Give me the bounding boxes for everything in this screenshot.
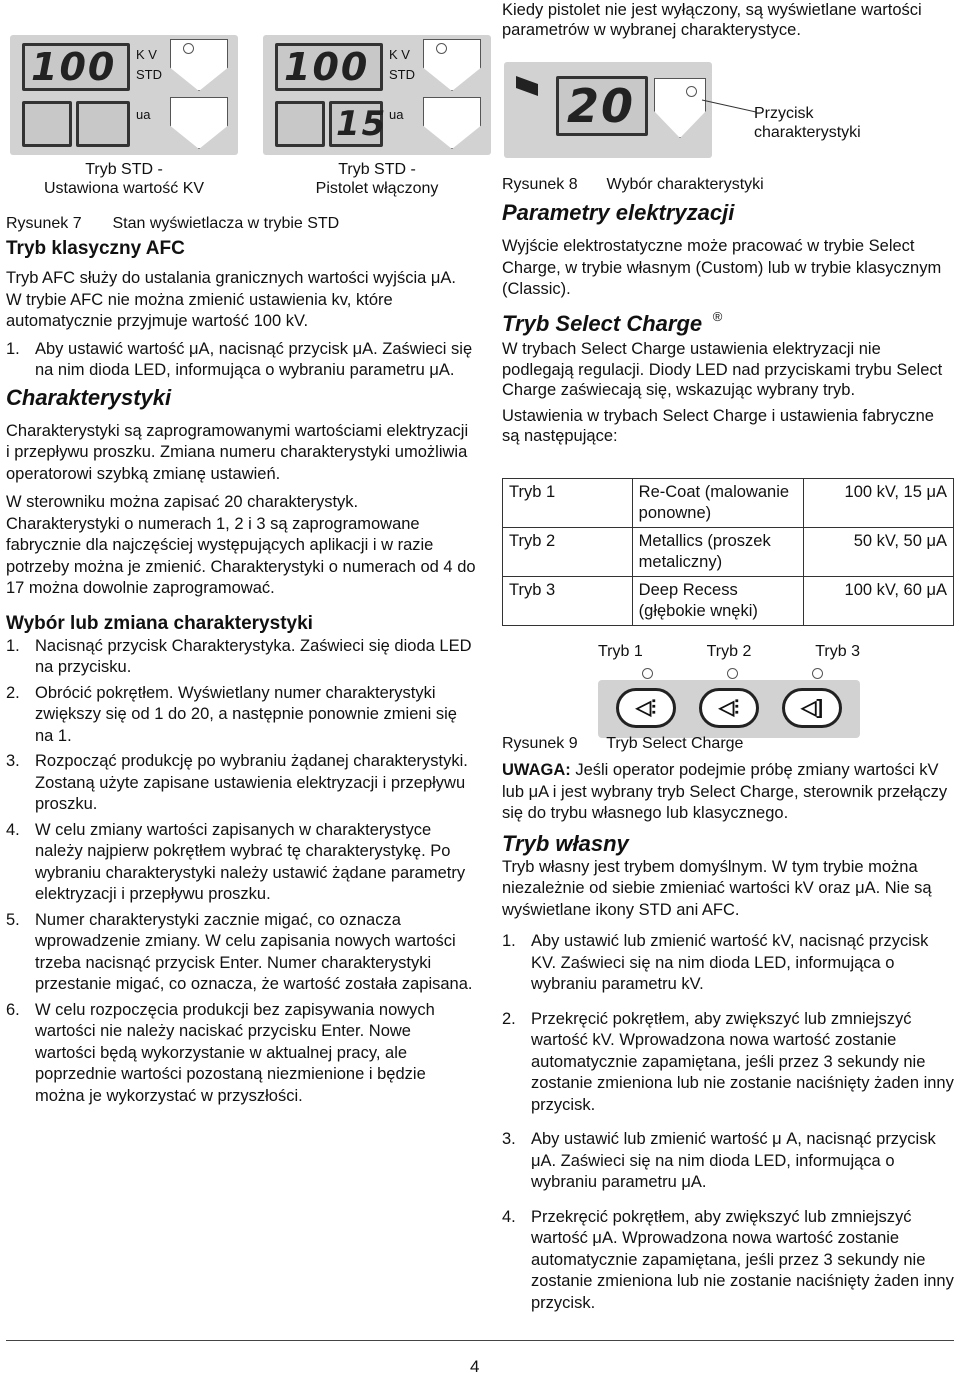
mode2-button[interactable] [699,688,759,728]
ua-digit-display-2 [76,101,130,147]
mode-value: 100 kV, 15 μA [804,479,954,528]
step-item [6,636,476,679]
mode-name: Tryb 1 [503,479,633,528]
afc-paragraph: Tryb AFC służy do ustalania granicznych wartości wyjścia μA. W trybie AFC nie można zmienić ustawienia kv, które automatycznie przyjmuje wartość 100 kV. [6,269,456,330]
display2-caption-line1: Tryb STD - [338,161,416,178]
std-label: STD [136,67,162,82]
display-panel-std-gun-on [263,35,491,155]
kv-digit-display: 100 [22,43,130,91]
right-column-bottom [502,760,954,1314]
registered-mark: ® [712,308,723,324]
top-right-note: Kiedy pistolet nie jest wyłączony, są wyświetlane wartości parametrów w wybranej charakterystyce. [502,1,922,39]
step-text: W celu rozpoczęcia produkcji bez zapisywania nowych wartości nie należy naciskać przycisku Enter. Nowe wartości będą wykorzystanie w aktualnej pracy, ale poprzednie wartości pozostaną niezmienione i będzie można je wykorzystać w przyszłości. [35,1000,435,1105]
own-mode-paragraph: Tryb własny jest trybem domyślnym. W tym trybie można niezależnie od siebie zmieniać wartości kV oraz μA. Nie są wyświetlane ikony STD ani AFC. [502,857,932,919]
ua-button[interactable] [170,97,228,149]
kv-label: K V [136,47,157,62]
step-number: 3. [6,752,20,770]
mode1-led-icon [642,668,653,679]
mode-name: Tryb 2 [503,528,633,577]
characteristic-button[interactable] [654,78,706,138]
fig9-label: Rysunek 9 [502,735,578,752]
select-change-heading: Wybór lub zmiana charakterystyki [6,612,313,634]
parameters-paragraph: Wyjście elektrostatyczne może pracować w trybie Select Charge, w trybie własnym (Custom) lub w trybie klasycznym (Classic). [502,237,942,298]
spray-gun-icon: ◁⫶ [718,697,740,719]
mode-row [503,479,954,528]
spray-gun-bracket-icon: ◁] [800,697,824,719]
display2-caption [263,160,491,198]
step-text: Nacisnąć przycisk Charakterystyka. Zaświeci się dioda LED na przycisku. [35,636,472,676]
mode3-led-icon [812,668,823,679]
fig9-mode-label: Tryb 2 [706,643,752,660]
step-text: Numer charakterystyki zacznie migać, co oznacza wprowadzenie zmiany. W celu zapisania nowych wartości trzeba nacisnąć przycisk Enter. Numer charakterystyki przestanie migać, co oznacza, że wartość została zapisana. [35,910,473,993]
step-item [6,751,476,816]
parameters-heading: Parametry elektryzacji [502,200,735,225]
display2-caption-line2: Pistolet włączony [315,180,439,197]
spray-gun-icon: ◁⫶ [635,697,657,719]
step-number: 2. [6,683,20,702]
step-item [6,1000,476,1108]
mode-value: 50 kV, 50 μA [804,528,954,577]
fig8-label: Rysunek 8 [502,176,578,193]
characteristic-button-label-line1: Przycisk [754,105,814,122]
callout-line [700,90,760,120]
own-step-item [502,1129,954,1194]
step-text: Aby ustawić lub zmienić wartość kV, nacisnąć przycisk KV. Zaświeci się na nim dioda LED, informująca o wybraniu parametru kV. [531,932,929,993]
fig9-mode-label: Tryb 3 [815,643,860,660]
step-number: 1. [502,932,516,950]
step-text: Rozpocząć produkcję po wybraniu żądanej charakterystyki. Zostaną użyte zapisane ustawienia elektryzacji i przepływu proszku. [35,752,468,813]
step-text: Aby ustawić lub zmienić wartość μ A, nacisnąć przycisk μA. Zaświeci się na nim dioda LED, informująca o wybraniu parametru μA. [531,1130,936,1191]
step-number: 1. [6,636,20,655]
step-item [6,820,476,906]
characteristic-digit-display: 20 [556,76,648,136]
ua-label: ua [136,107,151,122]
fig7-label: Rysunek 7 [6,215,82,232]
mode3-button[interactable] [782,688,842,728]
step-number: 2. [502,1009,516,1028]
kv-led-icon [436,43,447,54]
mode-description: Re-Coat (malowanie ponowne) [632,479,804,528]
characteristic-button-label [754,104,861,142]
warning-text: Jeśli operator podejmie próbę zmiany wartości kV lub μA i jest wybrany tryb Select Charge, sterownik przełączy się do trybu własnego lub klasycznego. [502,761,948,822]
characteristics-paragraph-2: W sterowniku można zapisać 20 charakterystyk. Charakterystyki o numerach 1, 2 i 3 są zaprogramowane fabrycznie dla najczęściej występujących aplikacji i w razie potrzeby można je zmienić. Charakterystyki o numerach od 4 do 17 można dowolnie zaprogramować. [6,493,476,597]
ua-label: ua [389,107,404,122]
kv-button[interactable] [423,39,481,91]
own-step-item [502,1009,954,1117]
afc-step [6,339,476,382]
ua-digit-display-2: 15 [329,101,383,147]
afc-step-text: Aby ustawić wartość μA, nacisnąć przycisk μA. Zaświeci się na nim dioda LED, informująca o wybraniu parametru μA. [35,339,473,379]
step-text: Przekręcić pokrętłem, aby zwiększyć lub zmniejszyć wartość kV. Wprowadzona nowa wartość zostanie automatycznie zapamiętana, jeśli przez 3 sekundy nie zostanie zmieniona lub nie zostanie naciśnięty żaden inny przycisk. [531,1009,954,1114]
warning-label: UWAGA: [502,761,571,779]
afc-heading: Tryb klasyczny AFC [6,238,185,259]
mode-description: Deep Recess (głębokie wnęki) [632,577,804,626]
fig9-title: Tryb Select Charge [606,735,744,752]
mode1-button[interactable] [616,688,676,728]
mode-description: Metallics (proszek metaliczny) [632,528,804,577]
own-mode-steps [502,931,954,1314]
step-number: 3. [502,1130,516,1148]
step-item [6,910,476,996]
fig8-caption [502,174,764,196]
std-label: STD [389,67,415,82]
fig7-title: Stan wyświetlacza w trybie STD [112,215,340,232]
step-item [6,683,476,748]
select-charge-heading-wrap [502,308,954,338]
step-number: 4. [502,1207,516,1226]
kv-led-icon [183,43,194,54]
footer-rule [6,1340,954,1341]
select-charge-paragraph-2: Ustawienia w trybach Select Charge i ustawienia fabryczne są następujące: [502,406,934,445]
own-step-item [502,1207,954,1315]
characteristic-led-icon [686,86,697,97]
fig9-caption [502,733,743,755]
warning-paragraph [502,760,954,825]
select-charge-modes-table [502,478,954,626]
select-charge-paragraph-1: W trybach Select Charge ustawienia elektryzacji nie podlegają regulacji. Diody LED nad przyciskami trybu Select Charge zaświecają się, wskazując wybrany tryb. [502,340,943,399]
display1-caption-line2: Ustawiona wartość KV [43,180,205,197]
fig9-mode-labels [598,641,860,663]
kv-button[interactable] [170,39,228,91]
kv-digit-display: 100 [275,43,383,91]
step-number: 5. [6,910,20,929]
step-number: 6. [6,1000,20,1019]
step-text: W celu zmiany wartości zapisanych w charakterystyce należy najpierw pokrętłem wybrać tę charakterystykę. Po wybraniu charakterystyki należy ustawić żądane parametry elektryzacji i przepływu proszku. [35,820,466,903]
step-number: 4. [6,820,20,839]
step-text: Obrócić pokrętłem. Wyświetlany numer charakterystyki zwiększy się od 1 do 20, a następnie ponownie zmieni się na 1. [35,683,457,745]
mode-row [503,528,954,577]
characteristics-paragraph-1: Charakterystyki są zaprogramowanymi wartościami elektryzacji i przepływu proszku. Zmiana numeru charakterystyki umożliwia operatorowi szybką zmianę ustawień. [6,421,469,483]
display1-caption [10,160,238,198]
kv-label: K V [389,47,410,62]
ua-digit-display [22,101,72,147]
mode-value: 100 kV, 60 μA [804,577,954,626]
display-panel-std-set [10,35,238,155]
right-column-top [502,200,954,447]
mode-row [503,577,954,626]
select-change-steps [6,636,476,1108]
characteristics-heading: Charakterystyki [6,384,172,410]
select-charge-heading: Tryb Select Charge [502,310,703,336]
own-step-item [502,931,954,996]
display1-caption-line1: Tryb STD - [85,161,163,178]
fig9-mode-label: Tryb 1 [598,643,643,660]
ua-digit-display [275,101,325,147]
select-charge-button-panel [598,680,860,738]
left-column [6,237,476,1107]
fig8-title: Wybór charakterystyki [606,176,764,193]
step-text: Przekręcić pokrętłem, aby zwiększyć lub zmniejszyć wartość μA. Wprowadzona nowa wartość zostanie automatycznie zapamiętana, jeśli przez 3 sekundy nie zostanie zmieniona lub nie zostanie naciśnięty żaden inny przycisk. [531,1207,954,1312]
own-mode-heading: Tryb własny [502,830,629,856]
characteristic-icon [516,76,538,96]
characteristic-button-label-line2: charakterystyki [754,124,861,141]
fig7-caption [6,213,339,235]
mode-name: Tryb 3 [503,577,633,626]
characteristic-display-panel [504,62,712,158]
ua-button[interactable] [423,97,481,149]
mode2-led-icon [727,668,738,679]
afc-step-number: 1. [6,339,20,358]
page-number: 4 [470,1357,480,1373]
